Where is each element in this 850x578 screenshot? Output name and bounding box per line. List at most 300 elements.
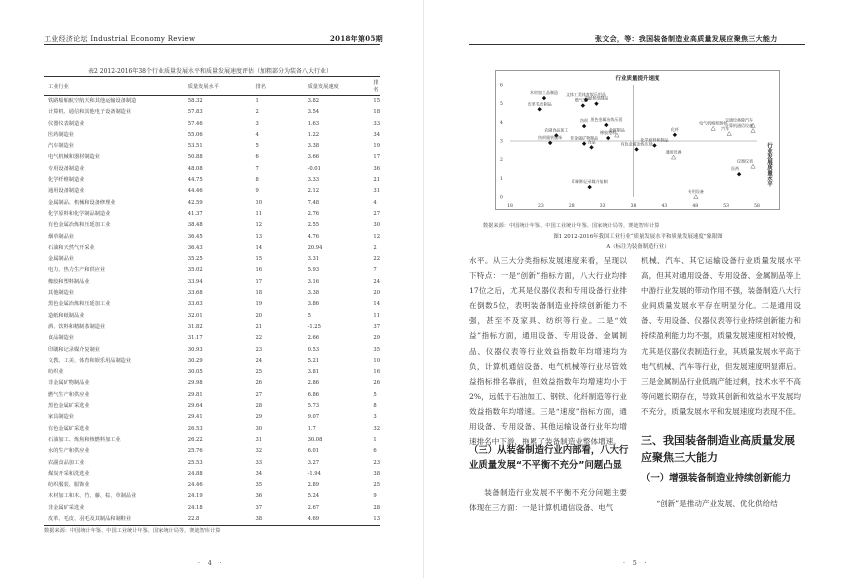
data-point-label: 燃气生产 bbox=[574, 97, 591, 103]
cell-speed-rank: 3 bbox=[373, 414, 377, 421]
table-row bbox=[44, 424, 380, 435]
cell-level-rank: 36 bbox=[255, 493, 263, 500]
cell-speed-rank: 2 bbox=[373, 244, 377, 251]
cell-level: 44.75 bbox=[187, 177, 203, 184]
table-row bbox=[44, 130, 380, 141]
cell-speed-rank: 25 bbox=[373, 482, 380, 489]
cell-level: 26.22 bbox=[187, 436, 203, 443]
cell-level-rank: 1 bbox=[255, 98, 259, 104]
cell-speed: -1.25 bbox=[307, 323, 321, 330]
table-row bbox=[44, 469, 380, 480]
cell-speed: 6.01 bbox=[307, 448, 320, 455]
cell-speed-rank: 16 bbox=[373, 369, 380, 376]
table-row bbox=[44, 220, 380, 231]
cell-industry: 非金属矿物制品业 bbox=[48, 380, 90, 387]
data-point-diamond bbox=[537, 107, 541, 111]
cell-speed: 3.86 bbox=[307, 301, 320, 308]
table-header-row bbox=[44, 77, 380, 96]
x-tick-label: 28 bbox=[568, 204, 575, 209]
body-paragraph-2: 装备制造行业发展不平衡不充分问题主要体现在三方面：一是计算机通信设备、电气 bbox=[469, 488, 627, 513]
data-point-label: 黑色金属冶炼压延 bbox=[590, 116, 623, 122]
cell-level: 38.48 bbox=[187, 222, 203, 229]
cell-level-rank: 18 bbox=[255, 290, 263, 297]
y-tick-label: 4 bbox=[500, 120, 503, 126]
cell-speed-rank: 21 bbox=[373, 177, 380, 184]
data-point-label: 电气机械和器材 bbox=[699, 120, 728, 126]
cell-level: 57.46 bbox=[187, 120, 203, 127]
cell-level-rank: 22 bbox=[255, 335, 263, 342]
table-row bbox=[44, 356, 380, 367]
cell-speed-rank: 8 bbox=[373, 403, 377, 410]
table-row bbox=[44, 277, 380, 288]
data-point-triangle bbox=[694, 195, 698, 199]
cell-industry: 金属制品、机械和设备修理业 bbox=[48, 199, 116, 206]
data-point-label: 仪器仪表 bbox=[737, 158, 753, 164]
cell-level-rank: 14 bbox=[255, 244, 263, 251]
cell-speed: 3.38 bbox=[307, 143, 320, 150]
right-page bbox=[425, 0, 850, 578]
x-tick-label: 58 bbox=[754, 204, 760, 209]
cell-industry: 汽车制造业 bbox=[48, 143, 74, 150]
cell-speed: 3.31 bbox=[307, 256, 320, 263]
cell-speed-rank: 1 bbox=[373, 436, 377, 443]
cell-speed: 7.48 bbox=[307, 199, 320, 206]
cell-level-rank: 20 bbox=[255, 312, 263, 319]
data-point-diamond bbox=[542, 96, 546, 100]
cell-level-rank: 26 bbox=[255, 380, 263, 387]
cell-level: 36.43 bbox=[187, 244, 203, 251]
table-row bbox=[44, 96, 380, 108]
cell-speed: 2.89 bbox=[307, 482, 320, 489]
y-tick-label: 0 bbox=[500, 195, 503, 201]
cell-level-rank: 23 bbox=[255, 346, 263, 353]
cell-speed-rank: 12 bbox=[373, 233, 380, 240]
cell-speed: 3.54 bbox=[307, 109, 320, 116]
cell-level-rank: 25 bbox=[255, 369, 263, 376]
table-row bbox=[44, 458, 380, 469]
cell-speed: 2.66 bbox=[307, 335, 320, 342]
data-point-label: 纺织服装服饰 bbox=[538, 134, 563, 140]
data-point-diamond bbox=[652, 143, 656, 147]
cell-speed: 2.12 bbox=[307, 188, 320, 195]
cell-level: 57.83 bbox=[187, 109, 203, 116]
cell-level: 25.53 bbox=[187, 459, 203, 466]
data-point-label: 橡胶塑料 bbox=[600, 130, 617, 136]
header-rule bbox=[44, 44, 380, 45]
cell-level: 29.98 bbox=[187, 380, 203, 387]
cell-speed-rank: 24 bbox=[373, 278, 380, 285]
cell-industry: 家具制造业 bbox=[48, 414, 74, 421]
cell-speed-rank: 22 bbox=[373, 256, 380, 263]
cell-level-rank: 24 bbox=[255, 357, 263, 364]
cell-speed-rank: 35 bbox=[373, 346, 380, 353]
cell-industry: 化学原料和化学制品制造业 bbox=[48, 210, 111, 217]
cell-level: 26.53 bbox=[187, 425, 203, 432]
cell-speed: 9.07 bbox=[307, 414, 320, 421]
chart-caption-note: A（标注为装备制造行业） bbox=[606, 244, 670, 250]
cell-level-rank: 37 bbox=[255, 504, 263, 511]
cell-level: 42.59 bbox=[187, 199, 203, 206]
x-tick-label: 23 bbox=[538, 204, 544, 209]
cell-level: 32.01 bbox=[187, 312, 203, 319]
data-point-label: 食品 bbox=[587, 139, 596, 145]
table-row bbox=[44, 311, 380, 322]
cell-industry: 计算机、通信和其他电子设备制造业 bbox=[48, 109, 132, 116]
quadrant-chart bbox=[495, 70, 780, 210]
cell-level-rank: 27 bbox=[255, 391, 263, 398]
data-point-label: 农副食品加工 bbox=[544, 127, 569, 133]
cell-level: 30.05 bbox=[187, 369, 203, 376]
y-tick-label: 5 bbox=[500, 102, 503, 108]
cell-speed: 5 bbox=[307, 312, 311, 319]
data-point-label: 汽车 bbox=[721, 125, 730, 131]
cell-industry: 电气机械和器材制造业 bbox=[48, 154, 100, 161]
cell-industry: 专用设备制造业 bbox=[48, 165, 85, 172]
cell-industry: 印刷和记录媒介复制业 bbox=[48, 346, 100, 353]
cell-speed: 3.33 bbox=[307, 177, 320, 184]
cell-industry: 化学纤维制造业 bbox=[48, 177, 85, 184]
cell-industry: 黑色金属冶炼和压延加工业 bbox=[48, 301, 111, 308]
data-point-label: 有色金属冶炼压延 bbox=[620, 141, 653, 147]
cell-speed-rank: 9 bbox=[373, 493, 377, 500]
cell-industry: 烟草制品业 bbox=[48, 233, 74, 240]
cell-speed: 30.08 bbox=[307, 436, 323, 443]
cell-industry: 农副食品加工业 bbox=[48, 459, 85, 466]
data-point-label: 专用设备 bbox=[687, 189, 704, 194]
table-row bbox=[44, 107, 380, 118]
table-row bbox=[44, 152, 380, 163]
cell-level: 31.82 bbox=[187, 323, 203, 330]
cell-level: 33.63 bbox=[187, 301, 203, 308]
cell-level-rank: 4 bbox=[255, 131, 259, 138]
cell-industry: 通用设备制造业 bbox=[48, 188, 85, 195]
cell-industry: 有色金属冶炼和压延加工业 bbox=[48, 222, 111, 229]
section-heading-3: （三）从装备制造行业内部看，八大行业质量发展“不平衡不充分”问题凸显 bbox=[469, 445, 629, 471]
cell-level: 24.46 bbox=[187, 482, 203, 489]
cell-level: 24.88 bbox=[187, 470, 203, 477]
cell-speed-rank: 10 bbox=[373, 357, 380, 364]
table-row bbox=[44, 345, 380, 356]
table-row bbox=[44, 390, 380, 401]
data-point-label: 计算机通信设备 bbox=[725, 122, 753, 128]
cell-level: 36.45 bbox=[187, 233, 203, 240]
x-tick-label: 43 bbox=[661, 204, 668, 209]
x-tick-label: 18 bbox=[507, 204, 513, 209]
cell-level: 44.46 bbox=[187, 188, 203, 195]
cell-level: 24.19 bbox=[187, 493, 203, 500]
table-row bbox=[44, 198, 380, 209]
data-point-diamond bbox=[582, 141, 586, 145]
cell-industry: 皮革、毛皮、羽毛及其制品和制鞋业 bbox=[44, 514, 184, 526]
table-row bbox=[44, 175, 380, 186]
table-row bbox=[44, 265, 380, 276]
cell-level: 58.32 bbox=[187, 98, 203, 104]
data-point-label: 文体工美体育娱乐用品 bbox=[565, 91, 606, 97]
cell-speed-rank: 20 bbox=[373, 290, 380, 297]
cell-speed: 6.86 bbox=[307, 391, 320, 398]
table-row bbox=[44, 288, 380, 299]
cell-industry: 纺织业 bbox=[48, 369, 64, 376]
data-point-diamond bbox=[587, 185, 591, 189]
table-row bbox=[44, 119, 380, 130]
cell-level-rank: 30 bbox=[255, 425, 263, 432]
cell-speed-rank: 36 bbox=[373, 165, 380, 172]
table-row bbox=[44, 164, 380, 175]
table-row bbox=[44, 209, 380, 220]
y-tick-label: 3 bbox=[500, 139, 503, 145]
cell-level: 48.08 bbox=[187, 165, 203, 172]
cell-level: 33.94 bbox=[187, 278, 203, 285]
cell-speed: -1.94 bbox=[307, 470, 321, 477]
data-point-diamond bbox=[606, 136, 610, 140]
cell-level-rank: 9 bbox=[255, 188, 259, 195]
cell-level-rank: 8 bbox=[255, 177, 259, 184]
page-number-left: · 4 · bbox=[198, 560, 225, 567]
cell-industry: 橡胶和塑料制品业 bbox=[48, 278, 90, 285]
cell-level: 30.29 bbox=[187, 357, 203, 364]
cell-industry: 石油加工、炼焦和核燃料加工业 bbox=[48, 436, 121, 443]
cell-speed: 2.86 bbox=[307, 380, 320, 387]
cell-speed: 0.53 bbox=[307, 346, 320, 353]
table-row bbox=[44, 401, 380, 412]
cell-speed-rank: 34 bbox=[373, 131, 380, 138]
chart-source-note: 数据来源：中国统计年鉴、中国工业统计年鉴、国家统计局等，赛迪智库计算 bbox=[483, 223, 660, 229]
cell-industry: 铁路船舶航空航天和其他运输设备制造 bbox=[48, 98, 137, 104]
table-row bbox=[44, 254, 380, 265]
table-body bbox=[44, 96, 380, 526]
journal-running-head: 工业经济论坛 Industrial Economy Review bbox=[44, 35, 196, 43]
cell-level: 31.17 bbox=[187, 335, 203, 342]
table-row bbox=[44, 435, 380, 446]
data-point-label: 造纸和纸制品 bbox=[584, 95, 609, 101]
table-row bbox=[44, 141, 380, 152]
quality-table bbox=[44, 76, 380, 526]
table-row bbox=[44, 232, 380, 243]
cell-speed-rank: 32 bbox=[373, 425, 380, 432]
cell-speed: 4.76 bbox=[307, 233, 320, 240]
cell-speed: 2.76 bbox=[307, 210, 320, 217]
data-point-triangle bbox=[711, 126, 715, 130]
data-point-label: 皮革毛皮制品 bbox=[527, 101, 552, 107]
cell-speed-rank: 4 bbox=[373, 199, 377, 206]
cell-speed: -0.01 bbox=[307, 165, 321, 172]
table-row bbox=[44, 299, 380, 310]
x-tick-label: 38 bbox=[630, 204, 637, 209]
cell-industry: 木材加工和木、竹、藤、棕、草制品业 bbox=[48, 493, 137, 500]
cell-industry: 纺织服装、服饰业 bbox=[48, 482, 90, 489]
body-paragraph-1: 水平。从三大分类指标发展速度来看，呈现以下特点：一是“创新”指标方面，八大行业均排17位之后，尤其是仪器仪表和专用设备行业排在倒数5位，表明装备制造业持续创新能力不强，甚至不及家具、纺织等行业。二是“效益”指标方面，通用设备、专用设备、金属制品、仪器仪表等行业效益指数年均增速均为负，计算机通信设备、电气机械等行业尽管效益指标排名靠前，但效益指数年均增速均小于2%，远低于石油加工、钢铁、化纤制造等行业效益指数年均增速。三是“速度”指标方面，通用设备、专用设备、其他运输设备行业年均增速排名中下游，拖累了装备制造业整体增速。 bbox=[469, 256, 627, 447]
cell-level: 30.93 bbox=[187, 346, 203, 353]
cell-speed: 2.67 bbox=[307, 504, 320, 511]
table-row bbox=[44, 322, 380, 333]
cell-speed-rank: 30 bbox=[373, 222, 380, 229]
cell-level: 29.81 bbox=[187, 391, 203, 398]
cell-level-rank: 32 bbox=[255, 448, 263, 455]
cell-level: 50.88 bbox=[187, 154, 203, 161]
cell-industry: 石油和天然气开采业 bbox=[48, 244, 95, 251]
table-row bbox=[44, 503, 380, 514]
cell-level-rank: 2 bbox=[255, 109, 259, 116]
cell-level-rank: 21 bbox=[255, 323, 263, 330]
cell-speed: 5.93 bbox=[307, 267, 320, 274]
table-title: 表2 2012-2016年38个行业质量发展水平和质量发展速度评估（加粗部分为装备八大行业） bbox=[88, 68, 332, 75]
y-tick-label: 6 bbox=[500, 83, 503, 89]
table-source-note: 数据来源：中国统计年鉴、中国工业统计年鉴、国家统计局等，赛迪智库计算 bbox=[44, 528, 221, 534]
cell-speed: 3.82 bbox=[307, 98, 320, 104]
cell-industry: 非金属矿采选业 bbox=[48, 504, 85, 511]
cell-level: 25.76 bbox=[187, 448, 203, 455]
cell-speed-rank: 33 bbox=[373, 120, 380, 127]
y-tick-label: 1 bbox=[500, 176, 503, 182]
cell-industry: 金属制品业 bbox=[48, 256, 74, 263]
cell-level: 35.25 bbox=[187, 256, 203, 263]
cell-level: 53.51 bbox=[187, 143, 203, 150]
cell-speed: 3.81 bbox=[307, 369, 320, 376]
cell-level: 22.8 bbox=[184, 514, 252, 526]
cell-level-rank: 6 bbox=[255, 154, 259, 161]
cell-speed-rank: 14 bbox=[373, 301, 380, 308]
cell-level-rank: 33 bbox=[255, 459, 263, 466]
cell-speed: 3.38 bbox=[307, 290, 320, 297]
col-header-rank2: 排名 bbox=[369, 77, 380, 96]
cell-level-rank: 16 bbox=[255, 267, 263, 274]
cell-speed: 4.69 bbox=[304, 514, 370, 526]
cell-level: 29.41 bbox=[187, 414, 203, 421]
cell-level-rank: 29 bbox=[255, 414, 263, 421]
data-point-diamond bbox=[634, 147, 638, 151]
cell-level-rank: 13 bbox=[255, 233, 263, 240]
chart-caption: 图1 2012-2016年我国工业行业“质量发展水平和质量发展速度”象限图 bbox=[553, 234, 723, 240]
data-point-label: 纺织 bbox=[580, 118, 589, 124]
table-row bbox=[44, 412, 380, 423]
cell-speed-rank: 13 bbox=[369, 514, 380, 526]
cell-speed: 5.73 bbox=[307, 403, 320, 410]
data-point-diamond bbox=[548, 141, 552, 145]
header-rule bbox=[469, 44, 805, 45]
cell-speed-rank: 19 bbox=[373, 143, 380, 150]
cell-industry: 燃气生产和供应业 bbox=[48, 391, 90, 398]
subsection-heading: （一）增强装备制造业持续创新能力 bbox=[641, 473, 792, 484]
cell-industry: 文教、工美、体育和娱乐用品制造业 bbox=[48, 357, 132, 364]
table-row bbox=[44, 446, 380, 457]
cell-speed-rank: 15 bbox=[373, 98, 380, 104]
col-header-rank: 排名 bbox=[252, 77, 304, 96]
data-point-label: 金属制品 bbox=[608, 127, 625, 133]
cell-level-rank: 10 bbox=[255, 199, 263, 206]
cell-speed-rank: 37 bbox=[373, 323, 380, 330]
body-paragraph-3: 机械、汽车、其它运输设备行业质量发展水平高，但其对通用设备、专用设备、金属制品等上中游行业发展的带动作用不强，装备制造八大行业间质量发展水平存在明显分化。二是通用设备、专用设备、仪器仪表等行业持续创新能力和持续盈利能力均不强，质量发展速度相对较慢，尤其是仪器仪表制造行业，其质量发展水平高于电气机械、汽车等行业，但发展速度明显滞后。三是金属制品行业低端产能过剩，技术水平不高等问题长期存在，导致其创新和效益水平发展均不充分，质量发展水平和发展速度均表现不佳。 bbox=[641, 256, 801, 416]
table-row bbox=[44, 378, 380, 389]
cell-speed-rank: 31 bbox=[373, 188, 380, 195]
page-number-right: · 5 · bbox=[623, 560, 650, 567]
cell-level-rank: 7 bbox=[255, 165, 259, 172]
data-point-diamond bbox=[737, 172, 741, 176]
data-point-diamond bbox=[581, 103, 585, 107]
data-point-label: 非金属矿物制品 bbox=[570, 135, 599, 141]
cell-speed: 3.27 bbox=[307, 459, 320, 466]
cell-speed-rank: 17 bbox=[373, 154, 380, 161]
data-point-label: 印刷和记录媒介复制 bbox=[571, 179, 608, 185]
cell-speed-rank: 29 bbox=[373, 335, 380, 342]
issue-label: 2018年第05期 bbox=[330, 34, 383, 43]
data-point-diamond bbox=[594, 101, 598, 105]
cell-industry: 酒、饮料和精制茶制造业 bbox=[48, 323, 106, 330]
cell-level-rank: 19 bbox=[255, 301, 263, 308]
cell-industry: 煤炭开采和洗选业 bbox=[48, 470, 90, 477]
cell-level: 35.02 bbox=[187, 267, 203, 274]
cell-level: 33.68 bbox=[187, 290, 203, 297]
cell-level: 24.18 bbox=[187, 504, 203, 511]
cell-speed: 3.16 bbox=[307, 278, 320, 285]
col-header-level: 质量发展水平 bbox=[184, 77, 252, 96]
cell-speed: 2.55 bbox=[307, 222, 320, 229]
cell-level-rank: 35 bbox=[255, 482, 263, 489]
cell-speed: 1.7 bbox=[307, 425, 316, 432]
cell-industry: 其他制造业 bbox=[48, 290, 74, 297]
cell-level-rank: 28 bbox=[255, 403, 263, 410]
cell-speed-rank: 11 bbox=[373, 312, 380, 319]
cell-industry: 电力、热力生产和供应业 bbox=[48, 267, 106, 274]
cell-level-rank: 3 bbox=[255, 120, 259, 127]
table-row bbox=[44, 186, 380, 197]
cell-level: 29.64 bbox=[187, 403, 203, 410]
table-row bbox=[44, 243, 380, 254]
cell-speed: 5.24 bbox=[307, 493, 320, 500]
section-heading-2: 三、我国装备制造业高质量发展应聚焦三大能力 bbox=[641, 434, 795, 464]
data-point-label: 通用设备 bbox=[665, 149, 682, 155]
cell-level-rank: 34 bbox=[255, 470, 263, 477]
table-row bbox=[44, 367, 380, 378]
data-point-triangle bbox=[751, 129, 755, 133]
cell-level: 41.37 bbox=[187, 210, 203, 217]
cell-industry: 食品制造业 bbox=[48, 335, 74, 342]
cell-level-rank: 12 bbox=[255, 222, 263, 229]
data-point-diamond bbox=[582, 124, 586, 128]
body-paragraph-4: “创新”是推动产业发展、优化供给结 bbox=[656, 499, 778, 508]
article-running-head: 张文会，等：我国装备制造业高质量发展应聚焦三大能力 bbox=[595, 34, 778, 43]
cell-speed-rank: 28 bbox=[373, 504, 380, 511]
cell-speed-rank: 18 bbox=[373, 109, 380, 116]
y-tick-label: 2 bbox=[500, 158, 503, 164]
data-point-triangle bbox=[671, 155, 675, 159]
table-row bbox=[44, 333, 380, 344]
data-point-triangle bbox=[727, 132, 731, 136]
cell-speed: 1.63 bbox=[307, 120, 320, 127]
cell-level-rank: 15 bbox=[255, 256, 263, 263]
data-point-label: 化纤 bbox=[670, 126, 679, 132]
cell-level-rank: 17 bbox=[255, 278, 263, 285]
cell-speed-rank: 5 bbox=[373, 391, 377, 398]
cell-level-rank: 38 bbox=[252, 514, 304, 526]
x-tick-label: 53 bbox=[723, 204, 729, 209]
cell-level: 55.06 bbox=[187, 131, 203, 138]
cell-industry: 仪器仪表制造业 bbox=[48, 120, 85, 127]
quadrant-chart-svg bbox=[496, 71, 779, 209]
cell-speed-rank: 38 bbox=[373, 470, 380, 477]
table-row bbox=[44, 491, 380, 502]
data-point-diamond bbox=[673, 133, 677, 137]
cell-industry: 黑色金属矿采选业 bbox=[48, 403, 90, 410]
cell-level-rank: 31 bbox=[255, 436, 263, 443]
data-point-label: 医药 bbox=[731, 166, 740, 172]
data-point-label: 木材加工品制造 bbox=[529, 90, 558, 96]
cell-speed-rank: 7 bbox=[373, 267, 377, 274]
cell-speed: 1.22 bbox=[307, 131, 320, 138]
cell-speed: 3.66 bbox=[307, 154, 320, 161]
cell-level-rank: 11 bbox=[255, 210, 263, 217]
cell-industry: 有色金属矿采选业 bbox=[48, 425, 90, 432]
cell-industry: 造纸和纸制品业 bbox=[48, 312, 85, 319]
